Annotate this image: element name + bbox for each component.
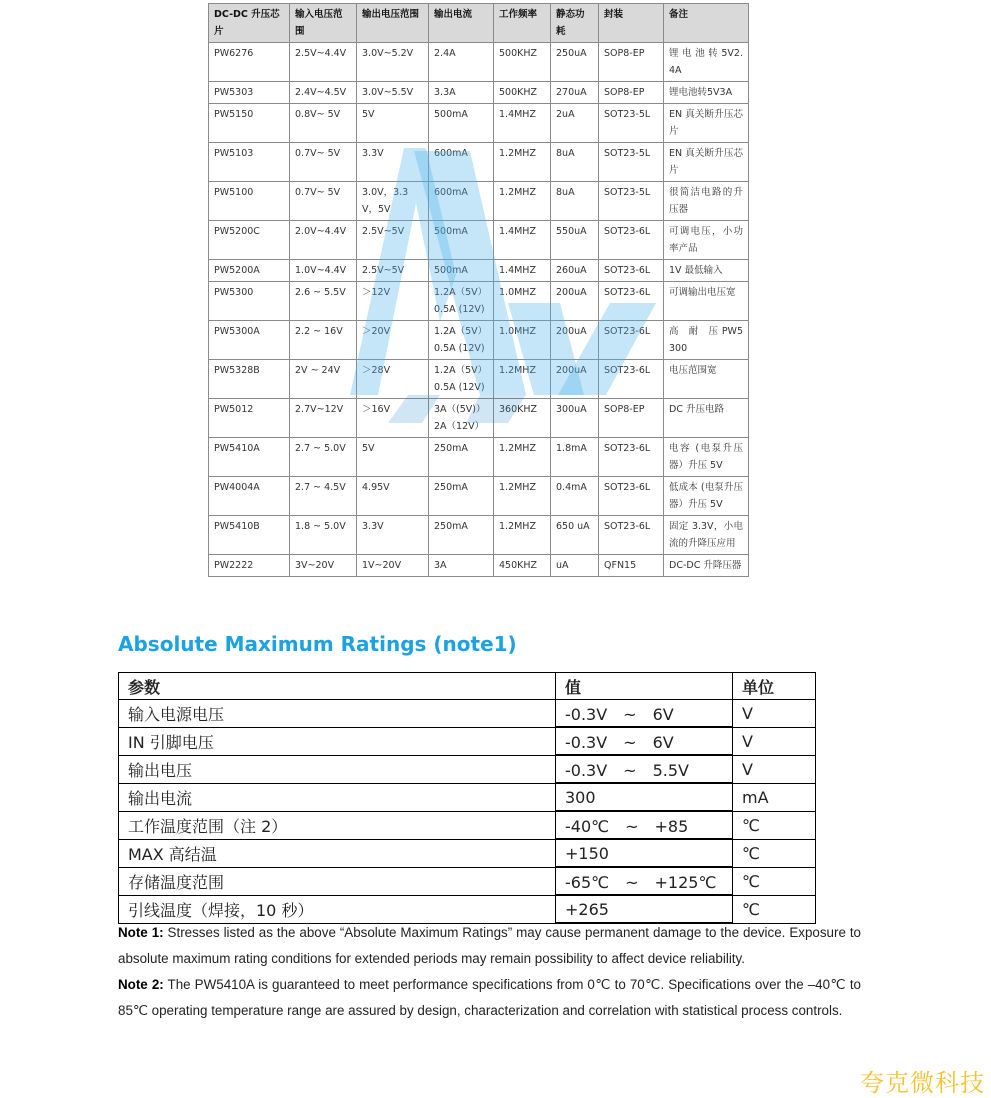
chip-table-cell: 1V~20V [357, 555, 429, 577]
ratings-unit-cell: mA [733, 783, 816, 811]
note-1-label: Note 1: [118, 925, 164, 940]
chip-table-cell: 锂 电 池 转 5V2.4A [664, 43, 749, 82]
chip-table-cell: 250mA [429, 438, 494, 477]
chip-table-cell: 300uA [551, 399, 599, 438]
ratings-row [119, 700, 816, 728]
ratings-value-cell: -65℃ ~ +125℃ [556, 867, 733, 895]
chip-table-cell: 2.6 ~ 5.5V [290, 282, 357, 321]
ratings-value-cell: 300 [556, 783, 733, 811]
ratings-unit-cell: V [733, 755, 816, 783]
ratings-unit-cell: ℃ [733, 867, 816, 895]
chip-table-cell: 500KHZ [494, 43, 551, 82]
chip-table-cell: 200uA [551, 282, 599, 321]
chip-table-cell: 1.2A（5V）0.5A (12V) [429, 360, 494, 399]
chip-table-cell: 2V ~ 24V [290, 360, 357, 399]
ratings-header-cell: 单位 [733, 673, 816, 700]
chip-table-cell: 2.5V~4.4V [290, 43, 357, 82]
ratings-unit-cell: ℃ [733, 839, 816, 867]
chip-table-cell: DC-DC 升降压器 [664, 555, 749, 577]
chip-model-cell: PW5410B [209, 516, 290, 555]
chip-table-cell: QFN15 [599, 555, 664, 577]
chip-table-cell: 固定 3.3V，小电流的升降压应用 [664, 516, 749, 555]
chip-table-cell: SOT23-6L [599, 516, 664, 555]
chip-table-row [209, 477, 749, 516]
chip-table-cell: SOT23-6L [599, 321, 664, 360]
chip-table-cell: SOT23-5L [599, 143, 664, 182]
chip-table-cell: 电压范围宽 [664, 360, 749, 399]
chip-table-cell: 600mA [429, 143, 494, 182]
ratings-parameter-cell: 引线温度（焊接，10 秒） [119, 895, 556, 923]
chip-table-cell: 3.0V~5.5V [357, 82, 429, 104]
chip-table-header-cell: 静态功耗 [551, 4, 599, 43]
chip-table-cell: 3.0V，3.3V，5V [357, 182, 429, 221]
chip-model-cell: PW5410A [209, 438, 290, 477]
chip-table-cell: EN 真关断升压芯片 [664, 143, 749, 182]
chip-table-cell: 2.7V~12V [290, 399, 357, 438]
chip-table-cell: 500mA [429, 221, 494, 260]
ratings-section-title: Absolute Maximum Ratings (note1) [118, 632, 517, 656]
chip-table-cell: 450KHZ [494, 555, 551, 577]
chip-table-cell: 3.3V [357, 143, 429, 182]
chip-table-cell: 0.7V~ 5V [290, 143, 357, 182]
chip-table-cell: 2.4V~4.5V [290, 82, 357, 104]
chip-table-cell: SOT23-6L [599, 260, 664, 282]
chip-table-header-cell: 输出电流 [429, 4, 494, 43]
note-1 [118, 920, 861, 972]
chip-table-cell: 3A [429, 555, 494, 577]
chip-table-header-cell: 输出电压范围 [357, 4, 429, 43]
chip-table-cell: 可调输出电压宽 [664, 282, 749, 321]
chip-table-header-cell: DC-DC 升压芯片 [209, 4, 290, 43]
chip-model-cell: PW5300A [209, 321, 290, 360]
chip-table-cell: 250mA [429, 477, 494, 516]
chip-model-cell: PW5012 [209, 399, 290, 438]
ratings-header-row [119, 673, 816, 700]
chip-table-cell: 200uA [551, 360, 599, 399]
chip-table-cell: 3A（(5V)）2A（12V） [429, 399, 494, 438]
absolute-max-ratings-table [118, 672, 816, 924]
chip-table-cell: SOT23-5L [599, 182, 664, 221]
chip-table-cell: 550uA [551, 221, 599, 260]
chip-table-cell: ＞16V [357, 399, 429, 438]
chip-comparison-table-wrapper [208, 3, 748, 577]
ratings-row [119, 755, 816, 783]
ratings-row [119, 811, 816, 839]
chip-table-cell: 2.0V~4.4V [290, 221, 357, 260]
chip-table-cell: 1.8mA [551, 438, 599, 477]
chip-table-row [209, 260, 749, 282]
chip-table-header-cell: 封装 [599, 4, 664, 43]
chip-table-cell: 3V~20V [290, 555, 357, 577]
chip-table-cell: 200uA [551, 321, 599, 360]
chip-table-cell: SOT23-6L [599, 221, 664, 260]
chip-table-header-cell: 输入电压范围 [290, 4, 357, 43]
chip-table-cell: ＞28V [357, 360, 429, 399]
chip-table-header-row [209, 4, 749, 43]
note-1-text: Stresses listed as the above “Absolute Maximum Ratings” may cause permanent damage to the device. Exposure to absolute maximum rating conditions for extended periods may remain possibility to affect device reliability. [118, 925, 861, 966]
ratings-parameter-cell: 存储温度范围 [119, 867, 556, 895]
chip-table-cell: SOT23-5L [599, 104, 664, 143]
chip-table-cell: 1.2MHZ [494, 516, 551, 555]
ratings-row [119, 839, 816, 867]
chip-table-cell: 600mA [429, 182, 494, 221]
ratings-row [119, 727, 816, 755]
chip-table-cell: ＞12V [357, 282, 429, 321]
ratings-unit-cell: V [733, 727, 816, 755]
chip-table-cell: 1.2A（5V）0.5A (12V) [429, 321, 494, 360]
chip-table-cell: 260uA [551, 260, 599, 282]
chip-table-cell: 3.3A [429, 82, 494, 104]
chip-table-cell: SOT23-6L [599, 282, 664, 321]
chip-table-cell: 1.0V~4.4V [290, 260, 357, 282]
ratings-value-cell: -0.3V ~ 6V [556, 700, 733, 728]
chip-table-cell: SOT23-6L [599, 360, 664, 399]
ratings-header-cell: 参数 [119, 673, 556, 700]
chip-table-cell: EN 真关断升压芯片 [664, 104, 749, 143]
chip-model-cell: PW5103 [209, 143, 290, 182]
ratings-row [119, 867, 816, 895]
chip-table-cell: 2.2 ~ 16V [290, 321, 357, 360]
ratings-value-cell: -0.3V ~ 5.5V [556, 755, 733, 783]
chip-table-row [209, 143, 749, 182]
ratings-table-body [119, 700, 816, 924]
ratings-unit-cell: ℃ [733, 895, 816, 923]
chip-table-cell: 3.3V [357, 516, 429, 555]
chip-table-cell: 1.2MHZ [494, 477, 551, 516]
chip-table-row [209, 438, 749, 477]
chip-table-cell: 250mA [429, 516, 494, 555]
ratings-parameter-cell: MAX 高结温 [119, 839, 556, 867]
chip-table-cell: 2.4A [429, 43, 494, 82]
chip-table-row [209, 399, 749, 438]
chip-table-cell: 1V 最低输入 [664, 260, 749, 282]
chip-table-cell: uA [551, 555, 599, 577]
ratings-parameter-cell: 输出电流 [119, 783, 556, 811]
chip-table-cell: 500KHZ [494, 82, 551, 104]
ratings-header-cell: 值 [556, 673, 733, 700]
chip-table-cell: 低成本 (电泵升压器）升压 5V [664, 477, 749, 516]
chip-table-cell: DC 升压电路 [664, 399, 749, 438]
ratings-value-cell: +150 [556, 839, 733, 867]
ratings-value-cell: -0.3V ~ 6V [556, 727, 733, 755]
chip-model-cell: PW6276 [209, 43, 290, 82]
chip-table-cell: 1.2A（5V）0.5A (12V) [429, 282, 494, 321]
chip-table-cell: 高 耐 压 PW5300 [664, 321, 749, 360]
chip-table-row [209, 282, 749, 321]
chip-table-cell: 1.2MHZ [494, 143, 551, 182]
chip-table-cell: 很简洁电路的升压器 [664, 182, 749, 221]
note-2-text: The PW5410A is guaranteed to meet performance specifications from 0℃ to 70℃. Specifications over the –40℃ to 85℃ operating temperature range are assured by design, characterization and correlation with statistical process controls. [118, 977, 862, 1018]
chip-table-header-cell: 备注 [664, 4, 749, 43]
chip-table-row [209, 555, 749, 577]
chip-table-cell: 锂电池转5V3A [664, 82, 749, 104]
chip-table-cell: ＞20V [357, 321, 429, 360]
chip-table-row [209, 182, 749, 221]
chip-table-cell: 1.4MHZ [494, 221, 551, 260]
dcdc-chip-table [208, 3, 749, 577]
chip-table-row [209, 43, 749, 82]
chip-table-cell: 2uA [551, 104, 599, 143]
chip-table-cell: SOT23-6L [599, 438, 664, 477]
ratings-row [119, 895, 816, 923]
chip-table-cell: 1.2MHZ [494, 360, 551, 399]
chip-table-row [209, 104, 749, 143]
chip-table-cell: 1.4MHZ [494, 260, 551, 282]
chip-model-cell: PW2222 [209, 555, 290, 577]
chip-table-cell: SOT23-6L [599, 477, 664, 516]
chip-table-cell: 5V [357, 438, 429, 477]
ratings-unit-cell: V [733, 700, 816, 728]
chip-table-cell: 500mA [429, 104, 494, 143]
chip-table-cell: SOP8-EP [599, 82, 664, 104]
chip-table-cell: 250uA [551, 43, 599, 82]
chip-table-cell: 4.95V [357, 477, 429, 516]
note-2-label: Note 2: [118, 977, 164, 992]
chip-table-cell: 360KHZ [494, 399, 551, 438]
chip-model-cell: PW5150 [209, 104, 290, 143]
chip-table-cell: 270uA [551, 82, 599, 104]
chip-table-row [209, 221, 749, 260]
chip-table-cell: 2.5V~5V [357, 260, 429, 282]
chip-table-cell: 电容 (电泵升压器）升压 5V [664, 438, 749, 477]
chip-table-row [209, 516, 749, 555]
chip-table-cell: 1.8 ~ 5.0V [290, 516, 357, 555]
chip-table-cell: 2.7 ~ 5.0V [290, 438, 357, 477]
chip-table-row [209, 360, 749, 399]
chip-table-row [209, 82, 749, 104]
chip-table-cell: 2.7 ~ 4.5V [290, 477, 357, 516]
ratings-parameter-cell: 工作温度范围（注 2） [119, 811, 556, 839]
chip-table-cell: 2.5V~5V [357, 221, 429, 260]
ratings-unit-cell: ℃ [733, 811, 816, 839]
chip-table-cell: 1.2MHZ [494, 438, 551, 477]
ratings-row [119, 783, 816, 811]
ratings-parameter-cell: IN 引脚电压 [119, 727, 556, 755]
chip-model-cell: PW5200C [209, 221, 290, 260]
chip-table-cell: 650 uA [551, 516, 599, 555]
chip-table-cell: 0.4mA [551, 477, 599, 516]
chip-table-row [209, 321, 749, 360]
chip-table-cell: 8uA [551, 143, 599, 182]
chip-table-cell: 1.0MHZ [494, 321, 551, 360]
chip-table-cell: 500mA [429, 260, 494, 282]
chip-table-cell: 0.8V~ 5V [290, 104, 357, 143]
chip-table-cell: 0.7V~ 5V [290, 182, 357, 221]
notes-section [118, 920, 861, 1024]
ratings-value-cell: +265 [556, 895, 733, 923]
chip-table-cell: SOP8-EP [599, 399, 664, 438]
chip-model-cell: PW5200A [209, 260, 290, 282]
ratings-parameter-cell: 输入电源电压 [119, 700, 556, 728]
chip-table-cell: 可调电压，小功率产品 [664, 221, 749, 260]
chip-table-cell: 5V [357, 104, 429, 143]
chip-table-header-cell: 工作频率 [494, 4, 551, 43]
chip-model-cell: PW4004A [209, 477, 290, 516]
note-2 [118, 972, 861, 1024]
chip-table-cell: 3.0V~5.2V [357, 43, 429, 82]
chip-table-cell: 8uA [551, 182, 599, 221]
chip-table-cell: 1.0MHZ [494, 282, 551, 321]
chip-table-cell: 1.2MHZ [494, 182, 551, 221]
chip-table-cell: SOP8-EP [599, 43, 664, 82]
chip-model-cell: PW5303 [209, 82, 290, 104]
company-name: 夸克微科技 [860, 1069, 985, 1097]
chip-model-cell: PW5100 [209, 182, 290, 221]
chip-table-cell: 1.4MHZ [494, 104, 551, 143]
ratings-value-cell: -40℃ ~ +85 [556, 811, 733, 839]
ratings-parameter-cell: 输出电压 [119, 755, 556, 783]
chip-model-cell: PW5328B [209, 360, 290, 399]
chip-table-body [209, 43, 749, 577]
chip-model-cell: PW5300 [209, 282, 290, 321]
